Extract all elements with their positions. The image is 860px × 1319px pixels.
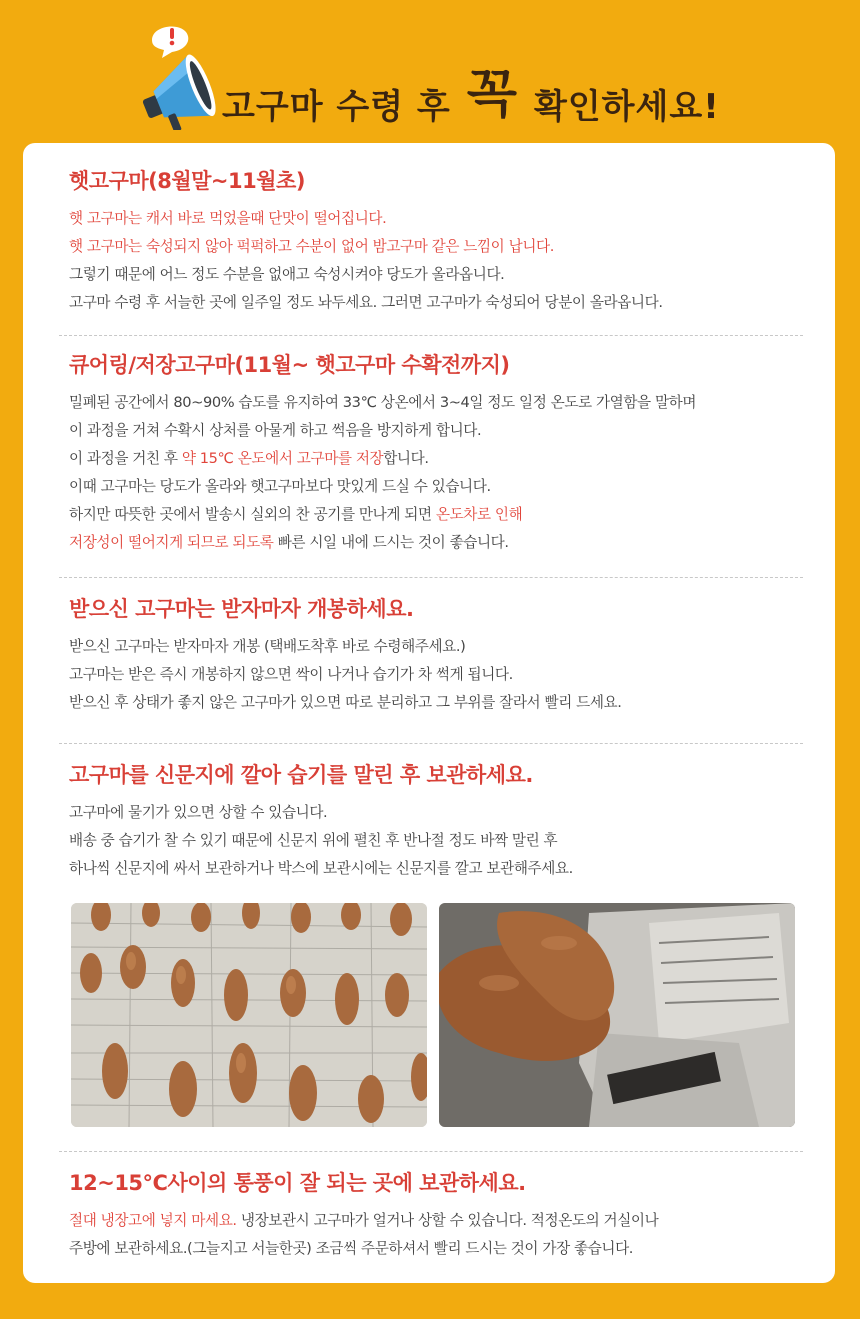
photo-drying-on-newspaper [71,903,427,1127]
section-title: 12~15℃사이의 통풍이 잘 되는 곳에 보관하세요. [69,1171,526,1195]
body-line [69,799,809,827]
section-title: 고구마를 신문지에 깔아 습기를 말린 후 보관하세요. [69,763,533,787]
body-line [69,1235,809,1263]
highlight-text: 절대 냉장고에 넣지 마세요. [69,1212,237,1229]
highlight-text: 약 15℃ 온도에서 고구마를 저장 [181,450,384,467]
body-text: 고구마 수령 후 서늘한 곳에 일주일 정도 놔두세요. 그러면 고구마가 숙성되어 당분이 올라옵니다. [69,294,663,311]
divider [59,1151,803,1152]
divider [59,743,803,744]
banner-title-emphasis: 꼭 [466,65,518,125]
section-title: 받으신 고구마는 받자마자 개봉하세요. [69,597,414,621]
section-ventilated-storage [69,1169,809,1263]
body-line [69,233,809,261]
body-line [69,633,809,661]
body-text: 이 과정을 거친 후 [69,450,182,467]
body-line [69,501,809,529]
body-line [69,661,809,689]
highlight-text: 햇 고구마는 숙성되지 않아 퍽퍽하고 수분이 없어 밤고구마 같은 느낌이 납니다. [69,238,554,255]
body-text: 그렇기 때문에 어느 정도 수분을 없애고 숙성시켜야 당도가 올라옵니다. [69,266,505,283]
section-newspaper-drying [69,761,809,883]
body-text: 하지만 따뜻한 곳에서 발송시 실외의 찬 공기를 만나게 되면 [69,506,436,523]
body-line [69,827,809,855]
body-line [69,389,809,417]
body-line [69,689,809,717]
section-lines [69,389,809,557]
body-line [69,417,809,445]
section-title: 햇고구마(8월말~11월초) [69,169,305,193]
body-text: 빠른 시일 내에 드시는 것이 좋습니다. [273,534,509,551]
body-text: 이때 고구마는 당도가 올라와 햇고구마보다 맛있게 드실 수 있습니다. [69,478,491,495]
highlight-text: 햇 고구마는 캐서 바로 먹었을때 단맛이 떨어집니다. [69,210,387,227]
body-text: 이 과정을 거쳐 수확시 상처를 아물게 하고 썩음을 방지하게 합니다. [69,422,482,439]
body-line [69,445,809,473]
section-new-sweet-potato [69,167,809,317]
body-text: 밀폐된 공간에서 80~90% 습도를 유지하여 33℃ 상온에서 3~4일 정도 일정 온도로 가열함을 말하며 [69,394,697,411]
body-text: 냉장보관시 고구마가 얼거나 상할 수 있습니다. 적정온도의 거실이나 [236,1212,659,1229]
body-line [69,1207,809,1235]
section-lines [69,799,809,883]
body-text: 합니다. [383,450,429,467]
body-line [69,473,809,501]
banner-title [222,58,720,133]
header-banner [0,0,860,140]
photo-wrapped-in-newspaper [439,903,795,1127]
section-open-on-arrival [69,595,809,717]
body-line [69,529,809,557]
divider [59,335,803,336]
body-text: 고구마에 물기가 있으면 상할 수 있습니다. [69,804,328,821]
body-line [69,855,809,883]
notice-card [23,143,835,1283]
section-lines [69,205,809,317]
body-text: 하나씩 신문지에 싸서 보관하거나 박스에 보관시에는 신문지를 깔고 보관해주세요. [69,860,573,877]
divider [59,577,803,578]
section-lines [69,633,809,717]
body-text: 받으신 고구마는 받자마자 개봉 (택배도착후 바로 수령해주세요.) [69,638,466,655]
banner-title-part2: 확인하세요! [533,87,720,127]
banner-title-part1: 고구마 수령 후 [222,87,451,127]
highlight-text: 온도차로 인해 [435,506,523,523]
section-curing-storage [69,351,809,557]
body-text: 주방에 보관하세요.(그늘지고 서늘한곳) 조금씩 주문하셔서 빨리 드시는 것이 가장 좋습니다. [69,1240,634,1257]
section-lines [69,1207,809,1263]
body-text: 고구마는 받은 즉시 개봉하지 않으면 싹이 나거나 습기가 차 썩게 됩니다. [69,666,513,683]
highlight-text: 저장성이 떨어지게 되므로 되도록 [69,534,274,551]
body-line [69,261,809,289]
body-line [69,289,809,317]
body-text: 받으신 후 상태가 좋지 않은 고구마가 있으면 따로 분리하고 그 부위를 잘라서 빨리 드세요. [69,694,622,711]
megaphone-icon [128,18,224,130]
section-title: 큐어링/저장고구마(11월~ 햇고구마 수확전까지) [69,353,510,377]
body-line [69,205,809,233]
body-text: 배송 중 습기가 찰 수 있기 때문에 신문지 위에 펼친 후 반나절 정도 바짝 말린 후 [69,832,558,849]
